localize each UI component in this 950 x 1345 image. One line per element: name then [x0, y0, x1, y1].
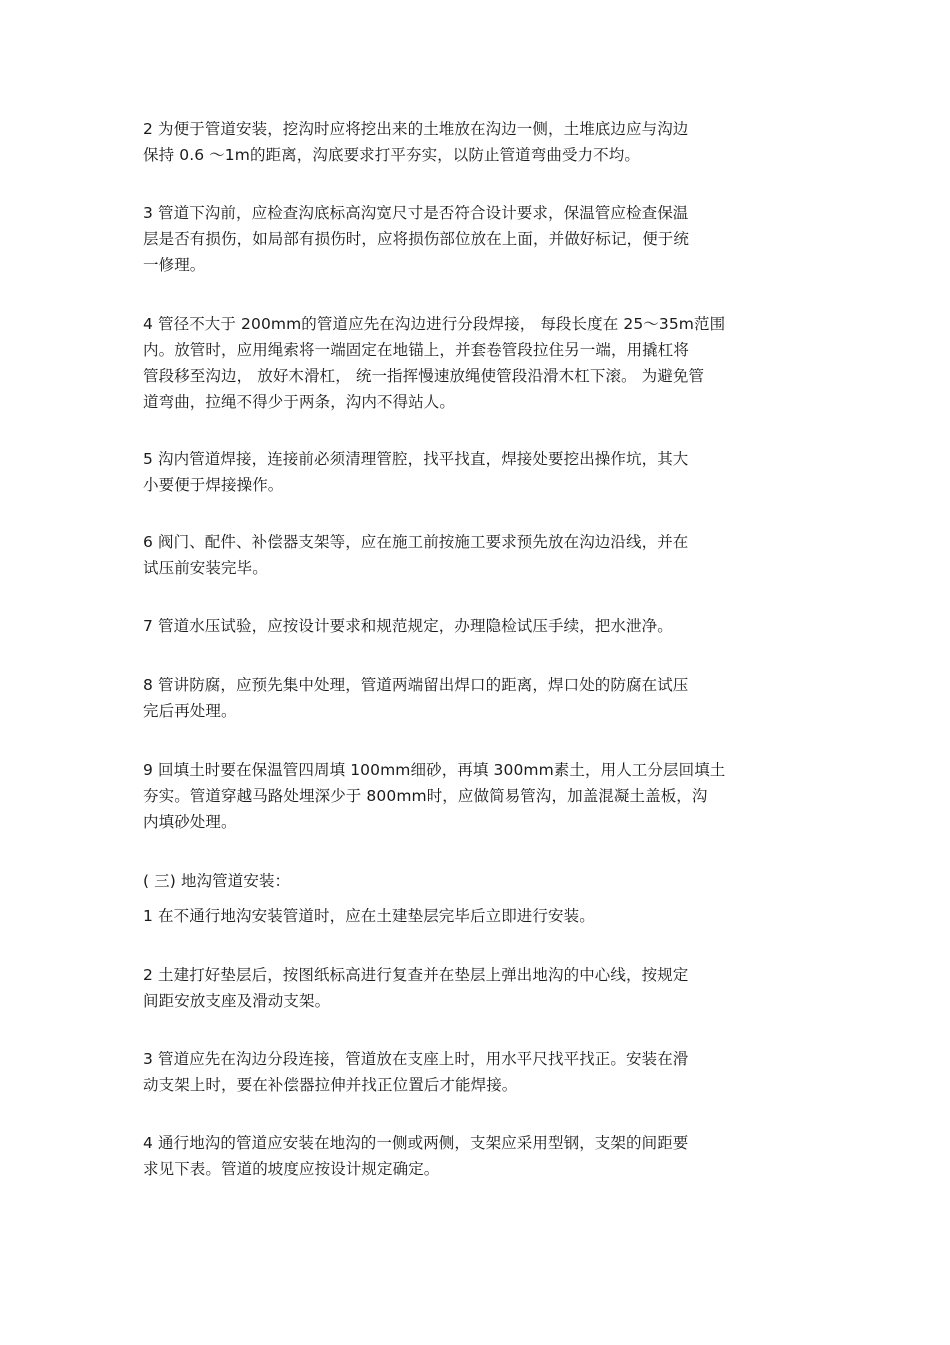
- trench-paragraph-3: [143, 1046, 688, 1098]
- text-line: 1 在不通行地沟安装管道时，应在土建垫层完毕后立即进行安装。: [143, 907, 595, 925]
- paragraph-7: [143, 613, 673, 639]
- text-line: 2 为便于管道安装，挖沟时应将挖出来的土堆放在沟边一侧，土堆底边应与沟边: [143, 120, 689, 138]
- text-line: 道弯曲，拉绳不得少于两条，沟内不得站人。: [143, 393, 456, 411]
- text-line: 3 管道下沟前，应检查沟底标高沟宽尺寸是否符合设计要求，保温管应检查保温: [143, 204, 689, 222]
- text-line: 内。放管时，应用绳索将一端固定在地锚上，并套卷管段拉住另一端，用撬杠将: [143, 341, 690, 359]
- text-line: 夯实。管道穿越马路处埋深少于 800mm时，应做简易管沟，加盖混凝土盖板，沟: [143, 787, 708, 805]
- text-line: 4 通行地沟的管道应安装在地沟的一侧或两侧，支架应采用型钢，支架的间距要: [143, 1134, 689, 1152]
- paragraph-3: [143, 200, 689, 278]
- text-line: 7 管道水压试验，应按设计要求和规范规定，办理隐检试压手续，把水泄净。: [143, 617, 673, 635]
- text-line: 完后再处理。: [143, 702, 237, 720]
- text-line: 4 管径不大于 200mm的管道应先在沟边进行分段焊接， 每段长度在 25～35m范围: [143, 315, 726, 333]
- paragraph-6: [143, 529, 688, 581]
- text-line: 8 管讲防腐，应预先集中处理，管道两端留出焊口的距离，焊口处的防腐在试压: [143, 676, 689, 694]
- text-line: 保持 0.6 ～1m的距离，沟底要求打平夯实，以防止管道弯曲受力不均。: [143, 146, 640, 164]
- text-line: 5 沟内管道焊接，连接前必须清理管腔，找平找直，焊接处要挖出操作坑，其大: [143, 450, 689, 468]
- text-line: 管段移至沟边， 放好木滑杠， 统一指挥慢速放绳使管段沿滑木杠下滚。 为避免管: [143, 367, 705, 385]
- section-heading: [143, 868, 290, 894]
- text-line: 层是否有损伤，如局部有损伤时，应将损伤部位放在上面，并做好标记，便于统: [143, 230, 690, 248]
- paragraph-8: [143, 672, 688, 724]
- text-line: 2 土建打好垫层后，按图纸标高进行复查并在垫层上弹出地沟的中心线，按规定: [143, 966, 689, 984]
- text-line: 内填砂处理。: [143, 813, 237, 831]
- paragraph-4: [143, 311, 725, 415]
- trench-paragraph-2: [143, 962, 688, 1014]
- text-line: 小要便于焊接操作。: [143, 476, 284, 494]
- heading-line: ( 三) 地沟管道安装：: [143, 872, 291, 890]
- text-line: 9 回填土时要在保温管四周填 100mm细砂，再填 300mm素土，用人工分层回填土: [143, 761, 726, 779]
- trench-paragraph-4: [143, 1130, 688, 1182]
- text-line: 动支架上时，要在补偿器拉伸并找正位置后才能焊接。: [143, 1076, 518, 1094]
- text-line: 6 阀门、配件、补偿器支架等，应在施工前按施工要求预先放在沟边沿线，并在: [143, 533, 689, 551]
- text-line: 试压前安装完毕。: [143, 559, 268, 577]
- text-line: 间距安放支座及滑动支架。: [143, 992, 331, 1010]
- text-line: 3 管道应先在沟边分段连接，管道放在支座上时，用水平尺找平找正。安装在滑: [143, 1050, 689, 1068]
- paragraph-9: [143, 757, 725, 835]
- text-line: 一修理。: [143, 256, 206, 274]
- trench-paragraph-1: [143, 903, 595, 929]
- text-line: 求见下表。管道的坡度应按设计规定确定。: [143, 1160, 440, 1178]
- paragraph-2: [143, 116, 688, 168]
- paragraph-5: [143, 446, 688, 498]
